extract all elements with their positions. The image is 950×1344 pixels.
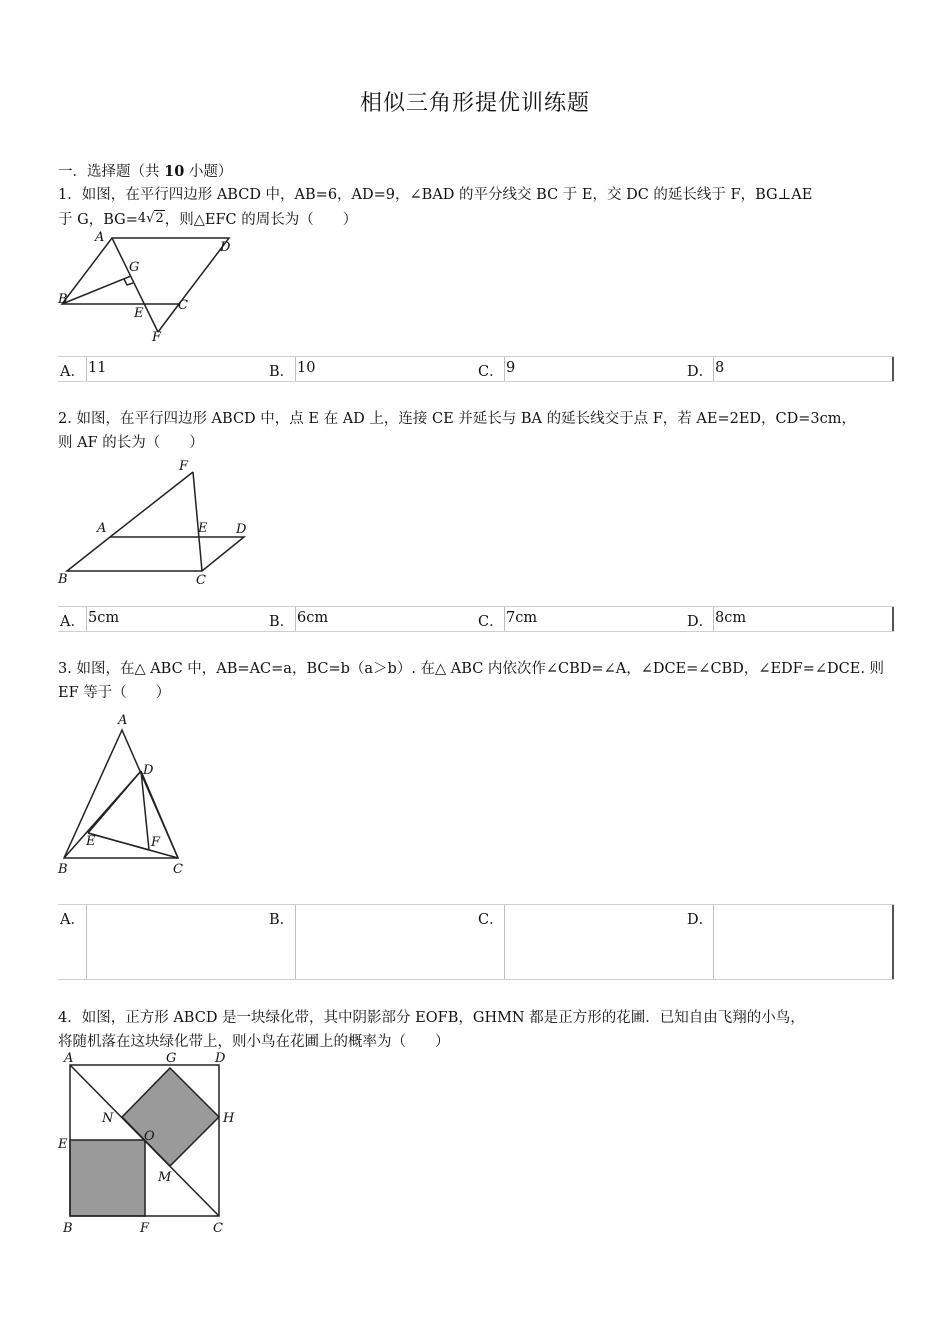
label-f: F [151,835,161,850]
option-d[interactable]: D． 8cm [687,610,747,630]
segment-ed [88,771,141,833]
segment-cf [158,304,179,332]
divider [713,905,714,979]
question-2 [58,407,898,455]
label-e: E [58,1137,68,1152]
divider [892,905,894,979]
label-g: G [166,1051,177,1066]
divider [86,905,87,979]
label-d: D [236,522,247,537]
question-1-line-2: 于 G，BG=4√2，则△EFC 的周长为（ ） [58,207,898,232]
divider [504,607,505,631]
label-b: B [58,572,68,587]
label-c: C [173,862,183,877]
label-d: D [143,763,154,778]
option-c[interactable]: C． 9 [478,360,516,380]
question-4-line-1: 4．如图，正方形 ABCD 是一块绿化带，其中阴影部分 EOFB，GHMN 都是正方形的花圃．已知自由飞翔的小鸟， [58,1010,805,1026]
segment-ef [88,833,149,850]
question-2-line-1: 2. 如图，在平行四边形 ABCD 中，点 E 在 AD 上，连接 CE 并延长与 BA 的延长线交于点 F，若 AE=2ED，CD=3cm， [58,411,857,427]
question-1-options [58,356,894,382]
parallelogram-abcd [67,537,244,571]
label-e: E [134,306,144,321]
label-a: A [64,1051,74,1066]
option-a[interactable]: A． 5cm [60,610,120,630]
label-g: G [129,260,140,275]
question-4-line-2: 将随机落在这块绿化带上，则小鸟在花圃上的概率为（ ） [58,1034,450,1050]
label-o: O [144,1129,155,1144]
divider [713,357,714,381]
option-c[interactable]: C． [478,912,504,928]
question-2-line-2: 则 AF 的长为（ ） [58,435,204,451]
question-1 [58,183,898,232]
right-angle-mark [124,279,133,285]
figure-1-parallelogram [52,228,242,348]
divider [892,357,894,381]
label-e: E [86,834,96,849]
label-b: B [58,862,68,877]
section-heading: 一．选择题（共 10 小题） [58,163,233,180]
question-1-line-1: 1．如图，在平行四边形 ABCD 中，AB=6，AD=9，∠BAD 的平分线交 BC 于 E，交 DC 的延长线于 F，BG⊥AE [58,187,813,203]
sqrt-expression: 4√2 [137,211,164,226]
divider [713,607,714,631]
option-d[interactable]: D． 8 [687,360,725,380]
label-f: F [179,459,189,474]
question-4 [58,1006,898,1054]
label-b: B [63,1221,73,1236]
figure-2-parallelogram [52,456,257,591]
label-d: D [215,1051,226,1066]
label-b: B [58,292,68,307]
label-a: A [97,521,107,536]
label-c: C [178,298,188,313]
label-d: D [220,240,231,255]
option-b[interactable]: B． [269,912,295,928]
figure-4-square [52,1050,252,1238]
question-3-line-2: EF 等于（ ） [58,685,171,701]
segment-af [110,472,193,537]
option-b[interactable]: B． 10 [269,360,316,380]
question-2-options [58,606,894,632]
label-f: F [152,330,162,345]
figure-3-triangle [52,708,202,880]
label-a: A [118,713,128,728]
label-e: E [198,521,208,536]
label-f: F [140,1221,150,1236]
shaded-square-eofb [70,1140,145,1216]
option-a[interactable]: A． 11 [60,360,107,380]
divider [86,357,87,381]
label-h: H [223,1111,235,1126]
divider [295,607,296,631]
divider [86,607,87,631]
option-a[interactable]: A． [60,912,85,928]
label-m: M [158,1170,172,1185]
divider [892,607,894,631]
option-c[interactable]: C． 7cm [478,610,538,630]
page-title: 相似三角形提优训练题 [359,91,590,116]
label-c: C [196,573,206,588]
divider [295,357,296,381]
question-3-options [58,904,894,980]
option-b[interactable]: B． 6cm [269,610,329,630]
question-3-line-1: 3. 如图，在△ ABC 中，AB=AC=a，BC=b（a＞b）. 在△ ABC 内依次作∠CBD=∠A，∠DCE=∠CBD，∠EDF=∠DCE. 则 [58,661,885,677]
label-c: C [213,1221,223,1236]
label-n: N [102,1111,114,1126]
divider [504,357,505,381]
question-3 [58,657,898,705]
option-d[interactable]: D． [687,912,714,928]
label-a: A [95,230,105,245]
divider [504,905,505,979]
divider [295,905,296,979]
